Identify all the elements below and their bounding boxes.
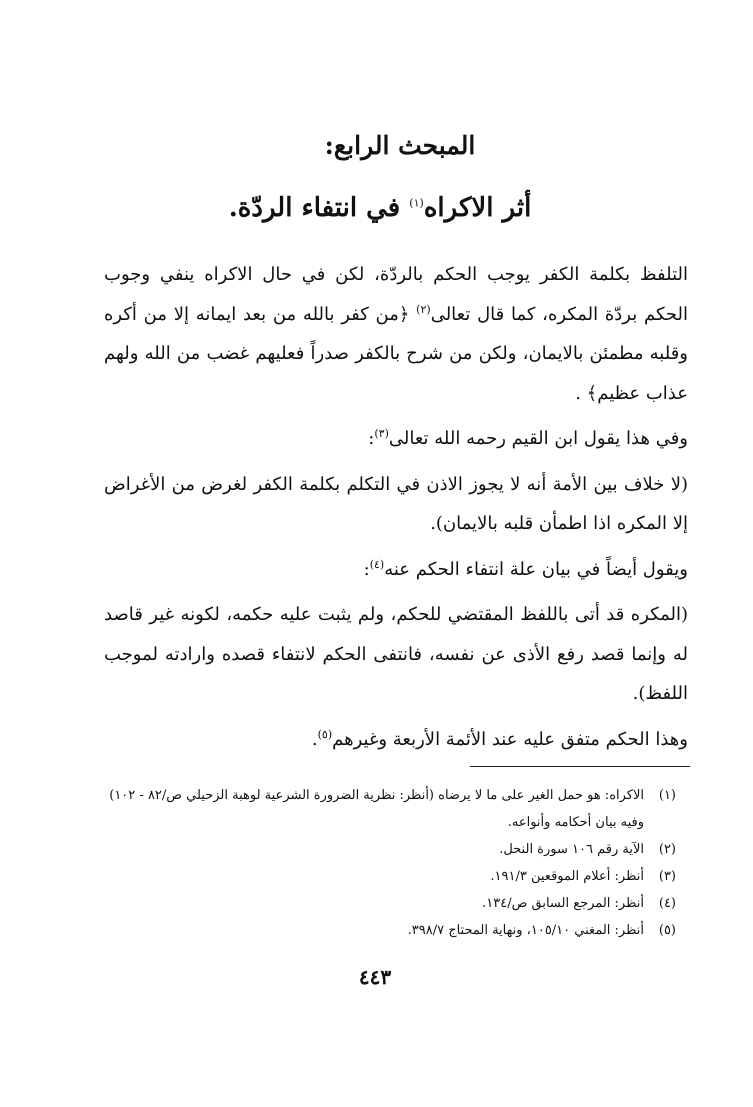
footnote-number: (٥) — [658, 923, 676, 938]
footnote-number: (٤) — [658, 896, 676, 911]
paragraph-text: . — [311, 728, 318, 750]
footnote-5 — [96, 917, 676, 944]
footnote-ref-3: (٣) — [374, 427, 389, 440]
paragraph-text: وفي هذا يقول ابن القيم رحمه الله تعالى — [388, 428, 688, 449]
paragraph-text: : — [368, 428, 375, 449]
quotation-text: (المكره قد أتى باللفظ المقتضي للحكم، ولم يثبت عليه حكمه، لكونه غير قاصد له وإنما قصد رفع الأذى عن نفسه، فانتفى الحكم لانتفاء قصده وارادته لموجب اللفظ). — [104, 604, 688, 704]
footnotes — [96, 782, 676, 944]
body-text — [104, 255, 688, 759]
footnote-ref-1: (١) — [409, 196, 424, 210]
paragraph-ibn-qayyim-intro — [104, 419, 688, 459]
footnote-ref-2: (٢) — [416, 302, 431, 316]
paragraph-quote-1 — [104, 465, 688, 544]
footnote-number: (١) — [658, 788, 676, 803]
paragraph-text: ويقول أيضاً في بيان علة انتفاء الحكم عنه — [384, 558, 688, 580]
quran-verse: ﴿من كفر بالله من بعد ايمانه إلا من أكره وقلبه مطمئن بالايمان، ولكن من شرح بالكفر صدراً فعليهم غضب من الله ولهم عذاب عظيم﴾ . — [104, 303, 688, 404]
footnote-text: الآية رقم ١٠٦ سورة النحل. — [499, 842, 644, 857]
quotation-text: (لا خلاف بين الأمة أنه لا يجوز الاذن في التكلم بكلمة الكفر لغرض من الأغراض إلا المكره اذا اطمأن قلبه بالايمان). — [104, 473, 688, 534]
paragraph-text: وهذا الحكم متفق عليه عند الأئمة الأربعة وغيرهم — [332, 728, 688, 750]
paragraph-text: : — [363, 558, 370, 580]
chapter-title-end: في انتفاء الردّة. — [228, 193, 410, 223]
paragraph-text: التلفظ بكلمة الكفر يوجب الحكم بالردّة، لكن في حال الاكراه ينفي وجوب الحكم بردّة المكره، كما قال تعالى — [104, 264, 688, 325]
footnote-separator — [470, 766, 690, 767]
footnote-text: أنظر: أعلام الموقعين ١٩١/٣. — [490, 869, 644, 884]
footnote-number: (٣) — [658, 869, 676, 884]
page-number: ٤٤٣ — [358, 965, 392, 989]
footnote-text: أنظر: المرجع السابق ص/١٣٤. — [482, 896, 644, 911]
paragraph-quote-2 — [104, 595, 688, 714]
footnote-1 — [96, 782, 676, 836]
footnote-text: الاكراه: هو حمل الغير على ما لا يرضاه (أنظر: نظرية الضرورة الشرعية لوهبة الزحيلي ص/٨٢ - ١٠٢) وفيه بيان أحكامه وأنواعه. — [109, 788, 644, 830]
footnote-4 — [96, 890, 676, 917]
footnote-number: (٢) — [658, 842, 676, 857]
paragraph-cause-intro — [104, 550, 688, 590]
paragraph-apostasy-ruling — [104, 255, 688, 413]
footnote-2 — [96, 836, 676, 863]
chapter-title-start: أثر الاكراه — [423, 193, 532, 223]
section-title: المبحث الرابع: — [324, 131, 476, 160]
footnote-3 — [96, 863, 676, 890]
footnote-ref-4: (٤) — [369, 557, 385, 571]
footnote-text: أنظر: المغني ١٠٥/١٠، ونهاية المحتاج ٣٩٨/٧. — [407, 923, 644, 938]
paragraph-consensus — [104, 720, 688, 760]
chapter-title — [120, 188, 640, 228]
footnote-ref-5: (٥) — [317, 727, 333, 741]
